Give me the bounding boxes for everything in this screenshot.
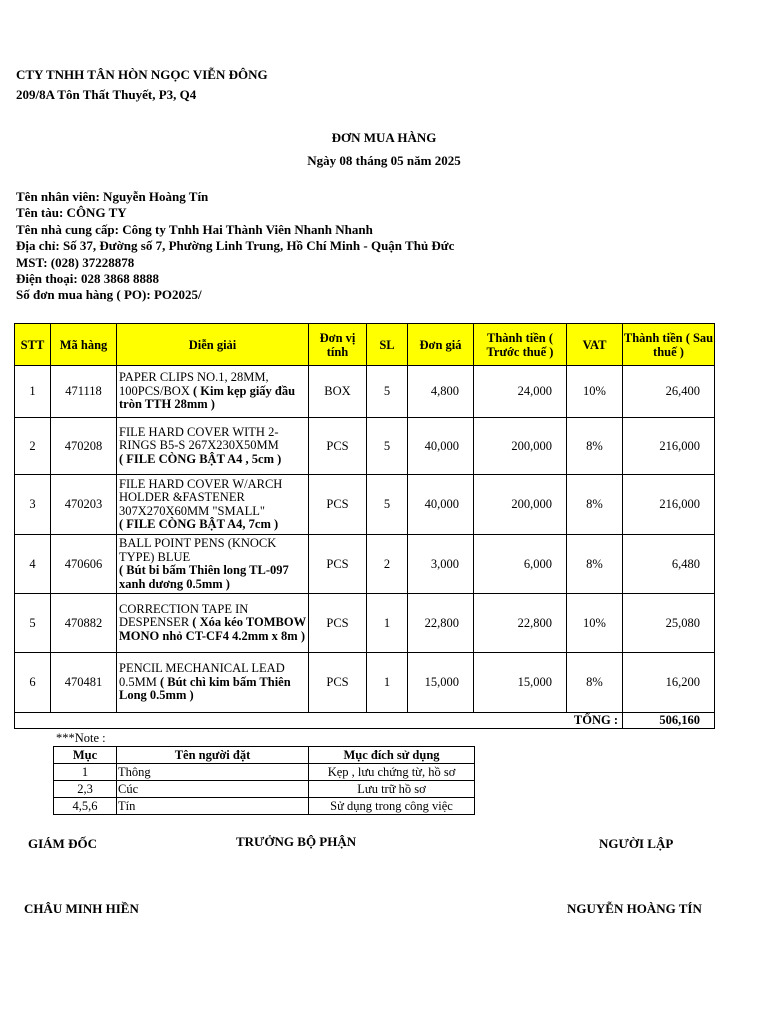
note-col-purpose: Mục đích sử dụng bbox=[309, 747, 475, 764]
cell-code: 470208 bbox=[51, 418, 117, 475]
cell-code: 470606 bbox=[51, 535, 117, 594]
cell-unit: PCS bbox=[309, 418, 367, 475]
cell-stt: 2 bbox=[15, 418, 51, 475]
phone-number: Điện thoại: 028 3868 8888 bbox=[16, 271, 159, 287]
tax-code: MST: (028) 37228878 bbox=[16, 254, 135, 270]
cell-desc bbox=[117, 475, 309, 535]
cell-post-tax: 6,480 bbox=[623, 535, 715, 594]
table-row bbox=[15, 653, 715, 713]
cell-post-tax: 216,000 bbox=[623, 475, 715, 535]
col-qty: SL bbox=[367, 324, 408, 366]
desc-vn: ( Bút chì kim bấm Thiên Long 0.5mm ) bbox=[119, 674, 291, 703]
cell-post-tax: 216,000 bbox=[623, 418, 715, 475]
cell-pre-tax: 200,000 bbox=[474, 418, 567, 475]
cell-qty: 2 bbox=[367, 535, 408, 594]
note-row bbox=[54, 798, 475, 815]
cell-qty: 1 bbox=[367, 594, 408, 653]
note-header-row bbox=[54, 747, 475, 764]
cell-desc bbox=[117, 535, 309, 594]
supplier-name: Tên nhà cung cấp: Công ty Tnhh Hai Thành Viên Nhanh Nhanh bbox=[16, 221, 373, 237]
cell-vat: 8% bbox=[567, 653, 623, 713]
cell-stt: 6 bbox=[15, 653, 51, 713]
ship-name: Tên tàu: CÔNG TY bbox=[16, 205, 127, 221]
note-purpose: Kẹp , lưu chứng từ, hồ sơ bbox=[309, 764, 475, 781]
total-value: 506,160 bbox=[623, 713, 715, 729]
note-person: Cúc bbox=[117, 781, 309, 798]
cell-qty: 5 bbox=[367, 418, 408, 475]
cell-stt: 1 bbox=[15, 366, 51, 418]
cell-unit: PCS bbox=[309, 594, 367, 653]
cell-pre-tax: 6,000 bbox=[474, 535, 567, 594]
table-row bbox=[15, 418, 715, 475]
col-pre-tax: Thành tiền ( Trước thuế ) bbox=[474, 324, 567, 366]
desc-en: PAPER CLIPS NO.1, 28MM, 100PCS/BOX bbox=[119, 370, 269, 398]
desc-vn: ( Bút bi bấm Thiên long TL-097 xanh dương 0.5mm ) bbox=[119, 563, 289, 591]
cell-price: 4,800 bbox=[408, 366, 474, 418]
note-item: 4,5,6 bbox=[54, 798, 117, 815]
cell-price: 3,000 bbox=[408, 535, 474, 594]
cell-qty: 1 bbox=[367, 653, 408, 713]
desc-en: FILE HARD COVER WITH 2-RINGS B5-S 267X230X50MM bbox=[119, 424, 279, 453]
col-price: Đơn giá bbox=[408, 324, 474, 366]
cell-qty: 5 bbox=[367, 366, 408, 418]
cell-unit: PCS bbox=[309, 475, 367, 535]
cell-pre-tax: 200,000 bbox=[474, 475, 567, 535]
desc-en: BALL POINT PENS (KNOCK TYPE) BLUE bbox=[119, 536, 277, 564]
desc-vn: ( FILE CÒNG BẬT A4 , 5cm ) bbox=[119, 451, 282, 466]
cell-price: 40,000 bbox=[408, 475, 474, 535]
cell-pre-tax: 24,000 bbox=[474, 366, 567, 418]
cell-unit: PCS bbox=[309, 535, 367, 594]
table-row bbox=[15, 535, 715, 594]
cell-stt: 4 bbox=[15, 535, 51, 594]
col-desc: Diễn giải bbox=[117, 324, 309, 366]
director-name: CHÂU MINH HIỀN bbox=[24, 901, 139, 916]
col-post-tax: Thành tiền ( Sau thuế ) bbox=[623, 324, 715, 366]
cell-vat: 8% bbox=[567, 418, 623, 475]
note-person: Tín bbox=[117, 798, 309, 815]
note-col-item: Mục bbox=[54, 747, 117, 764]
note-item: 1 bbox=[54, 764, 117, 781]
cell-desc bbox=[117, 366, 309, 418]
table-row bbox=[15, 366, 715, 418]
total-row bbox=[15, 713, 715, 729]
cell-price: 40,000 bbox=[408, 418, 474, 475]
note-purpose: Lưu trữ hồ sơ bbox=[309, 781, 475, 798]
desc-vn: ( FILE CÒNG BẬT A4, 7cm ) bbox=[119, 517, 279, 531]
cell-price: 22,800 bbox=[408, 594, 474, 653]
note-row bbox=[54, 781, 475, 798]
company-address: 209/8A Tôn Thất Thuyết, P3, Q4 bbox=[16, 87, 197, 102]
cell-desc bbox=[117, 653, 309, 713]
note-item: 2,3 bbox=[54, 781, 117, 798]
table-header-row bbox=[15, 324, 715, 366]
col-vat: VAT bbox=[567, 324, 623, 366]
supplier-address: Địa chỉ: Số 37, Đường số 7, Phường Linh Trung, Hồ Chí Minh - Quận Thủ Đức bbox=[16, 238, 455, 254]
table-row bbox=[15, 475, 715, 535]
note-col-person: Tên người đặt bbox=[117, 747, 309, 764]
document-title: ĐƠN MUA HÀNG bbox=[331, 130, 437, 145]
desc-en: FILE HARD COVER W/ARCH HOLDER &FASTENER 307X270X60MM "SMALL" bbox=[119, 476, 283, 518]
order-info bbox=[16, 189, 454, 304]
cell-vat: 10% bbox=[567, 594, 623, 653]
desc-en: CORRECTION TAPE IN DESPENSER bbox=[119, 601, 249, 630]
col-unit: Đơn vị tính bbox=[309, 324, 367, 366]
cell-desc bbox=[117, 418, 309, 475]
cell-price: 15,000 bbox=[408, 653, 474, 713]
cell-vat: 8% bbox=[567, 535, 623, 594]
cell-pre-tax: 22,800 bbox=[474, 594, 567, 653]
col-stt: STT bbox=[15, 324, 51, 366]
desc-vn: ( Kim kẹp giấy đầu tròn TTH 28mm ) bbox=[119, 383, 296, 412]
order-table bbox=[14, 323, 715, 729]
po-number: Số đơn mua hàng ( PO): PO2025/ bbox=[16, 287, 202, 303]
cell-unit: BOX bbox=[309, 366, 367, 418]
cell-post-tax: 26,400 bbox=[623, 366, 715, 418]
cell-code: 470882 bbox=[51, 594, 117, 653]
desc-vn: ( Xóa kéo TOMBOW MONO nhỏ CT-CF4 4.2mm x 8m ) bbox=[119, 615, 306, 643]
cell-desc bbox=[117, 594, 309, 653]
cell-code: 470481 bbox=[51, 653, 117, 713]
dept-head-title: TRƯỞNG BỘ PHẬN bbox=[236, 834, 357, 849]
cell-post-tax: 16,200 bbox=[623, 653, 715, 713]
cell-code: 471118 bbox=[51, 366, 117, 418]
cell-pre-tax: 15,000 bbox=[474, 653, 567, 713]
cell-vat: 10% bbox=[567, 366, 623, 418]
employee-name: Tên nhân viên: Nguyễn Hoàng Tín bbox=[16, 189, 209, 204]
company-name: CTY TNHH TÂN HÒN NGỌC VIỄN ĐÔNG bbox=[16, 67, 268, 82]
table-row bbox=[15, 594, 715, 653]
preparer-name: NGUYỄN HOÀNG TÍN bbox=[567, 901, 702, 916]
cell-code: 470203 bbox=[51, 475, 117, 535]
cell-qty: 5 bbox=[367, 475, 408, 535]
cell-unit: PCS bbox=[309, 653, 367, 713]
note-purpose: Sử dụng trong công việc bbox=[309, 798, 475, 815]
total-label: TỔNG : bbox=[15, 713, 623, 729]
col-code: Mã hàng bbox=[51, 324, 117, 366]
cell-post-tax: 25,080 bbox=[623, 594, 715, 653]
note-table bbox=[53, 746, 475, 815]
director-title: GIÁM ĐỐC bbox=[28, 836, 97, 851]
note-person: Thông bbox=[117, 764, 309, 781]
document-date: Ngày 08 tháng 05 năm 2025 bbox=[307, 153, 461, 168]
preparer-title: NGƯỜI LẬP bbox=[599, 836, 674, 851]
cell-vat: 8% bbox=[567, 475, 623, 535]
note-row bbox=[54, 764, 475, 781]
cell-stt: 5 bbox=[15, 594, 51, 653]
cell-stt: 3 bbox=[15, 475, 51, 535]
desc-en: PENCIL MECHANICAL LEAD 0.5MM bbox=[119, 661, 285, 689]
note-label: ***Note : bbox=[56, 731, 106, 745]
